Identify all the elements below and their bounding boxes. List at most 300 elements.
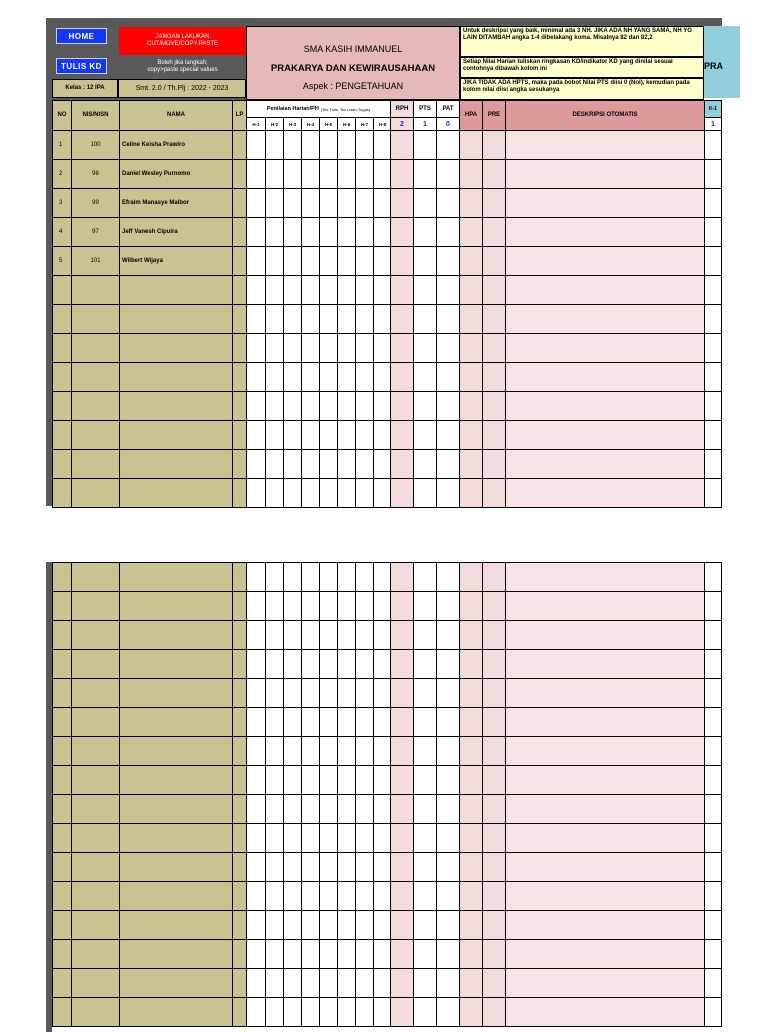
cell-h2[interactable] <box>265 939 284 969</box>
cell-rph[interactable] <box>390 188 414 218</box>
cell-rph[interactable] <box>390 910 414 940</box>
cell-h4[interactable] <box>301 275 320 305</box>
cell-lp[interactable] <box>232 275 247 305</box>
cell-pat[interactable] <box>436 362 460 392</box>
cell-h1[interactable] <box>246 562 266 592</box>
cell-h3[interactable] <box>283 562 302 592</box>
cell-h6[interactable] <box>337 188 356 218</box>
cell-rph[interactable] <box>390 620 414 650</box>
cell-k1[interactable] <box>704 449 722 479</box>
cell-h5[interactable] <box>319 968 338 998</box>
cell-lp[interactable] <box>232 765 247 795</box>
cell-k1[interactable] <box>704 246 722 276</box>
cell-h7[interactable] <box>355 449 374 479</box>
cell-h5[interactable] <box>319 678 338 708</box>
cell-pat[interactable] <box>436 275 460 305</box>
cell-rph[interactable] <box>390 707 414 737</box>
cell-h3[interactable] <box>283 449 302 479</box>
cell-h5[interactable] <box>319 881 338 911</box>
cell-h3[interactable] <box>283 275 302 305</box>
cell-lp[interactable] <box>232 562 247 592</box>
cell-h3[interactable] <box>283 333 302 363</box>
cell-h5[interactable] <box>319 420 338 450</box>
cell-pat[interactable] <box>436 304 460 334</box>
cell-h2[interactable] <box>265 333 284 363</box>
cell-h2[interactable] <box>265 449 284 479</box>
cell-h6[interactable] <box>337 997 356 1027</box>
cell-h7[interactable] <box>355 391 374 421</box>
cell-pat[interactable] <box>436 562 460 592</box>
cell-pat[interactable] <box>436 620 460 650</box>
cell-h4[interactable] <box>301 591 320 621</box>
cell-h3[interactable] <box>283 794 302 824</box>
cell-lp[interactable] <box>232 333 247 363</box>
cell-lp[interactable] <box>232 130 247 160</box>
cell-h2[interactable] <box>265 591 284 621</box>
cell-h6[interactable] <box>337 591 356 621</box>
cell-h6[interactable] <box>337 939 356 969</box>
cell-h4[interactable] <box>301 130 320 160</box>
cell-h3[interactable] <box>283 420 302 450</box>
cell-pts[interactable] <box>413 362 437 392</box>
cell-h1[interactable] <box>246 823 266 853</box>
cell-h1[interactable] <box>246 362 266 392</box>
cell-lp[interactable] <box>232 678 247 708</box>
cell-h5[interactable] <box>319 649 338 679</box>
cell-h3[interactable] <box>283 881 302 911</box>
k1-value[interactable]: 1 <box>704 117 722 131</box>
cell-h3[interactable] <box>283 620 302 650</box>
cell-pat[interactable] <box>436 333 460 363</box>
cell-lp[interactable] <box>232 217 247 247</box>
cell-pts[interactable] <box>413 391 437 421</box>
cell-rph[interactable] <box>390 968 414 998</box>
cell-h5[interactable] <box>319 823 338 853</box>
cell-h6[interactable] <box>337 620 356 650</box>
cell-pts[interactable] <box>413 188 437 218</box>
cell-k1[interactable] <box>704 852 722 882</box>
cell-h4[interactable] <box>301 736 320 766</box>
cell-pts[interactable] <box>413 246 437 276</box>
cell-h2[interactable] <box>265 765 284 795</box>
cell-pat[interactable] <box>436 391 460 421</box>
cell-h4[interactable] <box>301 620 320 650</box>
cell-h2[interactable] <box>265 478 284 508</box>
cell-rph[interactable] <box>390 881 414 911</box>
cell-k1[interactable] <box>704 217 722 247</box>
cell-rph[interactable] <box>390 217 414 247</box>
cell-k1[interactable] <box>704 765 722 795</box>
cell-pat[interactable] <box>436 217 460 247</box>
cell-h7[interactable] <box>355 188 374 218</box>
cell-h7[interactable] <box>355 823 374 853</box>
cell-pts[interactable] <box>413 997 437 1027</box>
cell-h4[interactable] <box>301 333 320 363</box>
cell-pat[interactable] <box>436 130 460 160</box>
cell-h6[interactable] <box>337 391 356 421</box>
cell-h1[interactable] <box>246 391 266 421</box>
cell-h4[interactable] <box>301 910 320 940</box>
cell-h7[interactable] <box>355 852 374 882</box>
cell-h7[interactable] <box>355 881 374 911</box>
cell-lp[interactable] <box>232 591 247 621</box>
cell-lp[interactable] <box>232 968 247 998</box>
cell-h6[interactable] <box>337 823 356 853</box>
cell-rph[interactable] <box>390 304 414 334</box>
cell-h2[interactable] <box>265 130 284 160</box>
cell-h3[interactable] <box>283 736 302 766</box>
cell-rph[interactable] <box>390 246 414 276</box>
cell-h5[interactable] <box>319 333 338 363</box>
cell-h1[interactable] <box>246 707 266 737</box>
cell-k1[interactable] <box>704 823 722 853</box>
cell-h6[interactable] <box>337 910 356 940</box>
cell-h1[interactable] <box>246 939 266 969</box>
cell-h3[interactable] <box>283 765 302 795</box>
cell-h7[interactable] <box>355 968 374 998</box>
cell-lp[interactable] <box>232 823 247 853</box>
cell-lp[interactable] <box>232 420 247 450</box>
cell-k1[interactable] <box>704 333 722 363</box>
cell-h5[interactable] <box>319 997 338 1027</box>
cell-h1[interactable] <box>246 333 266 363</box>
tulis-kd-button[interactable]: TULIS KD <box>56 58 107 74</box>
cell-h6[interactable] <box>337 449 356 479</box>
cell-h4[interactable] <box>301 391 320 421</box>
cell-h7[interactable] <box>355 420 374 450</box>
cell-h2[interactable] <box>265 620 284 650</box>
cell-k1[interactable] <box>704 794 722 824</box>
cell-h7[interactable] <box>355 649 374 679</box>
cell-h7[interactable] <box>355 562 374 592</box>
cell-h6[interactable] <box>337 159 356 189</box>
cell-h7[interactable] <box>355 910 374 940</box>
cell-h5[interactable] <box>319 765 338 795</box>
cell-h3[interactable] <box>283 130 302 160</box>
cell-h7[interactable] <box>355 217 374 247</box>
cell-h6[interactable] <box>337 275 356 305</box>
cell-h4[interactable] <box>301 246 320 276</box>
cell-h1[interactable] <box>246 449 266 479</box>
cell-h5[interactable] <box>319 620 338 650</box>
cell-h3[interactable] <box>283 823 302 853</box>
cell-h3[interactable] <box>283 910 302 940</box>
cell-h2[interactable] <box>265 304 284 334</box>
cell-h1[interactable] <box>246 130 266 160</box>
cell-h2[interactable] <box>265 159 284 189</box>
cell-pts[interactable] <box>413 707 437 737</box>
cell-h6[interactable] <box>337 130 356 160</box>
cell-pts[interactable] <box>413 620 437 650</box>
cell-h6[interactable] <box>337 304 356 334</box>
cell-pts[interactable] <box>413 333 437 363</box>
cell-pat[interactable] <box>436 678 460 708</box>
cell-lp[interactable] <box>232 997 247 1027</box>
cell-rph[interactable] <box>390 852 414 882</box>
cell-rph[interactable] <box>390 275 414 305</box>
cell-lp[interactable] <box>232 620 247 650</box>
cell-lp[interactable] <box>232 304 247 334</box>
cell-h2[interactable] <box>265 707 284 737</box>
cell-k1[interactable] <box>704 304 722 334</box>
cell-h4[interactable] <box>301 823 320 853</box>
cell-h7[interactable] <box>355 478 374 508</box>
cell-h5[interactable] <box>319 939 338 969</box>
cell-rph[interactable] <box>390 159 414 189</box>
cell-h5[interactable] <box>319 304 338 334</box>
cell-pts[interactable] <box>413 130 437 160</box>
cell-pat[interactable] <box>436 823 460 853</box>
cell-h1[interactable] <box>246 159 266 189</box>
cell-h4[interactable] <box>301 159 320 189</box>
cell-h3[interactable] <box>283 649 302 679</box>
cell-h1[interactable] <box>246 997 266 1027</box>
cell-pat[interactable] <box>436 420 460 450</box>
cell-k1[interactable] <box>704 620 722 650</box>
cell-h1[interactable] <box>246 910 266 940</box>
cell-h1[interactable] <box>246 217 266 247</box>
cell-h2[interactable] <box>265 275 284 305</box>
cell-h5[interactable] <box>319 794 338 824</box>
cell-k1[interactable] <box>704 707 722 737</box>
cell-h4[interactable] <box>301 678 320 708</box>
cell-h5[interactable] <box>319 362 338 392</box>
cell-h1[interactable] <box>246 246 266 276</box>
cell-pts[interactable] <box>413 736 437 766</box>
cell-h5[interactable] <box>319 478 338 508</box>
cell-h2[interactable] <box>265 362 284 392</box>
cell-h1[interactable] <box>246 881 266 911</box>
cell-h7[interactable] <box>355 275 374 305</box>
cell-k1[interactable] <box>704 881 722 911</box>
cell-rph[interactable] <box>390 478 414 508</box>
cell-lp[interactable] <box>232 188 247 218</box>
cell-rph[interactable] <box>390 997 414 1027</box>
cell-pts[interactable] <box>413 678 437 708</box>
cell-h2[interactable] <box>265 910 284 940</box>
cell-h4[interactable] <box>301 939 320 969</box>
cell-pts[interactable] <box>413 420 437 450</box>
cell-h6[interactable] <box>337 649 356 679</box>
cell-h7[interactable] <box>355 620 374 650</box>
cell-h5[interactable] <box>319 562 338 592</box>
cell-h5[interactable] <box>319 707 338 737</box>
cell-h3[interactable] <box>283 391 302 421</box>
cell-h7[interactable] <box>355 678 374 708</box>
cell-h4[interactable] <box>301 765 320 795</box>
cell-h4[interactable] <box>301 304 320 334</box>
cell-rph[interactable] <box>390 449 414 479</box>
cell-k1[interactable] <box>704 188 722 218</box>
cell-rph[interactable] <box>390 362 414 392</box>
cell-h2[interactable] <box>265 881 284 911</box>
cell-h6[interactable] <box>337 478 356 508</box>
cell-pts[interactable] <box>413 304 437 334</box>
cell-pts[interactable] <box>413 939 437 969</box>
cell-k1[interactable] <box>704 591 722 621</box>
cell-lp[interactable] <box>232 910 247 940</box>
cell-k1[interactable] <box>704 939 722 969</box>
cell-pat[interactable] <box>436 707 460 737</box>
cell-h4[interactable] <box>301 188 320 218</box>
cell-h2[interactable] <box>265 188 284 218</box>
cell-pat[interactable] <box>436 910 460 940</box>
cell-h1[interactable] <box>246 304 266 334</box>
cell-h3[interactable] <box>283 362 302 392</box>
cell-h4[interactable] <box>301 649 320 679</box>
pts-weight[interactable]: 1 <box>413 117 437 131</box>
cell-rph[interactable] <box>390 678 414 708</box>
cell-h3[interactable] <box>283 852 302 882</box>
cell-pat[interactable] <box>436 478 460 508</box>
cell-pat[interactable] <box>436 968 460 998</box>
cell-k1[interactable] <box>704 391 722 421</box>
cell-h4[interactable] <box>301 707 320 737</box>
cell-h3[interactable] <box>283 707 302 737</box>
cell-h2[interactable] <box>265 217 284 247</box>
cell-k1[interactable] <box>704 478 722 508</box>
cell-h7[interactable] <box>355 736 374 766</box>
cell-h5[interactable] <box>319 391 338 421</box>
cell-k1[interactable] <box>704 275 722 305</box>
cell-h4[interactable] <box>301 562 320 592</box>
cell-rph[interactable] <box>390 736 414 766</box>
cell-h1[interactable] <box>246 591 266 621</box>
cell-h1[interactable] <box>246 188 266 218</box>
cell-h7[interactable] <box>355 794 374 824</box>
cell-h2[interactable] <box>265 794 284 824</box>
cell-k1[interactable] <box>704 968 722 998</box>
cell-pat[interactable] <box>436 939 460 969</box>
cell-h6[interactable] <box>337 333 356 363</box>
cell-h6[interactable] <box>337 420 356 450</box>
cell-h5[interactable] <box>319 736 338 766</box>
cell-h1[interactable] <box>246 478 266 508</box>
cell-h6[interactable] <box>337 968 356 998</box>
cell-h7[interactable] <box>355 159 374 189</box>
cell-h7[interactable] <box>355 707 374 737</box>
cell-pat[interactable] <box>436 881 460 911</box>
cell-pat[interactable] <box>436 246 460 276</box>
cell-k1[interactable] <box>704 362 722 392</box>
cell-h3[interactable] <box>283 246 302 276</box>
cell-h3[interactable] <box>283 188 302 218</box>
cell-h1[interactable] <box>246 420 266 450</box>
cell-h6[interactable] <box>337 562 356 592</box>
cell-h6[interactable] <box>337 707 356 737</box>
cell-lp[interactable] <box>232 478 247 508</box>
cell-rph[interactable] <box>390 333 414 363</box>
cell-k1[interactable] <box>704 678 722 708</box>
cell-h6[interactable] <box>337 881 356 911</box>
cell-h3[interactable] <box>283 591 302 621</box>
cell-pts[interactable] <box>413 275 437 305</box>
cell-rph[interactable] <box>390 765 414 795</box>
cell-h7[interactable] <box>355 333 374 363</box>
cell-h3[interactable] <box>283 997 302 1027</box>
cell-h5[interactable] <box>319 246 338 276</box>
cell-h2[interactable] <box>265 736 284 766</box>
cell-h6[interactable] <box>337 246 356 276</box>
cell-h6[interactable] <box>337 678 356 708</box>
cell-h7[interactable] <box>355 130 374 160</box>
cell-h7[interactable] <box>355 765 374 795</box>
cell-h2[interactable] <box>265 562 284 592</box>
cell-h6[interactable] <box>337 217 356 247</box>
cell-h1[interactable] <box>246 852 266 882</box>
cell-pts[interactable] <box>413 823 437 853</box>
cell-k1[interactable] <box>704 910 722 940</box>
cell-h2[interactable] <box>265 246 284 276</box>
cell-lp[interactable] <box>232 159 247 189</box>
cell-h4[interactable] <box>301 997 320 1027</box>
cell-lp[interactable] <box>232 881 247 911</box>
cell-h7[interactable] <box>355 997 374 1027</box>
cell-pat[interactable] <box>436 188 460 218</box>
cell-lp[interactable] <box>232 707 247 737</box>
cell-h7[interactable] <box>355 362 374 392</box>
cell-h4[interactable] <box>301 968 320 998</box>
cell-pat[interactable] <box>436 997 460 1027</box>
cell-h1[interactable] <box>246 794 266 824</box>
cell-pat[interactable] <box>436 852 460 882</box>
cell-h5[interactable] <box>319 275 338 305</box>
cell-pts[interactable] <box>413 449 437 479</box>
cell-h4[interactable] <box>301 420 320 450</box>
cell-h2[interactable] <box>265 968 284 998</box>
cell-h5[interactable] <box>319 449 338 479</box>
cell-h3[interactable] <box>283 217 302 247</box>
cell-h3[interactable] <box>283 678 302 708</box>
cell-rph[interactable] <box>390 939 414 969</box>
cell-lp[interactable] <box>232 391 247 421</box>
cell-pts[interactable] <box>413 217 437 247</box>
cell-lp[interactable] <box>232 449 247 479</box>
cell-h5[interactable] <box>319 188 338 218</box>
pat-weight[interactable]: 0 <box>436 117 460 131</box>
cell-h3[interactable] <box>283 939 302 969</box>
cell-h1[interactable] <box>246 736 266 766</box>
cell-k1[interactable] <box>704 562 722 592</box>
cell-k1[interactable] <box>704 130 722 160</box>
cell-h1[interactable] <box>246 620 266 650</box>
cell-rph[interactable] <box>390 649 414 679</box>
cell-h2[interactable] <box>265 420 284 450</box>
cell-h6[interactable] <box>337 362 356 392</box>
cell-lp[interactable] <box>232 246 247 276</box>
cell-h3[interactable] <box>283 304 302 334</box>
cell-lp[interactable] <box>232 649 247 679</box>
cell-h7[interactable] <box>355 304 374 334</box>
cell-h1[interactable] <box>246 649 266 679</box>
cell-rph[interactable] <box>390 591 414 621</box>
cell-k1[interactable] <box>704 736 722 766</box>
cell-rph[interactable] <box>390 420 414 450</box>
cell-lp[interactable] <box>232 852 247 882</box>
cell-rph[interactable] <box>390 391 414 421</box>
cell-rph[interactable] <box>390 562 414 592</box>
cell-pts[interactable] <box>413 910 437 940</box>
cell-h4[interactable] <box>301 881 320 911</box>
cell-h2[interactable] <box>265 391 284 421</box>
cell-h6[interactable] <box>337 736 356 766</box>
cell-lp[interactable] <box>232 736 247 766</box>
cell-h6[interactable] <box>337 765 356 795</box>
cell-h6[interactable] <box>337 852 356 882</box>
cell-h5[interactable] <box>319 217 338 247</box>
cell-pts[interactable] <box>413 765 437 795</box>
cell-pat[interactable] <box>436 794 460 824</box>
